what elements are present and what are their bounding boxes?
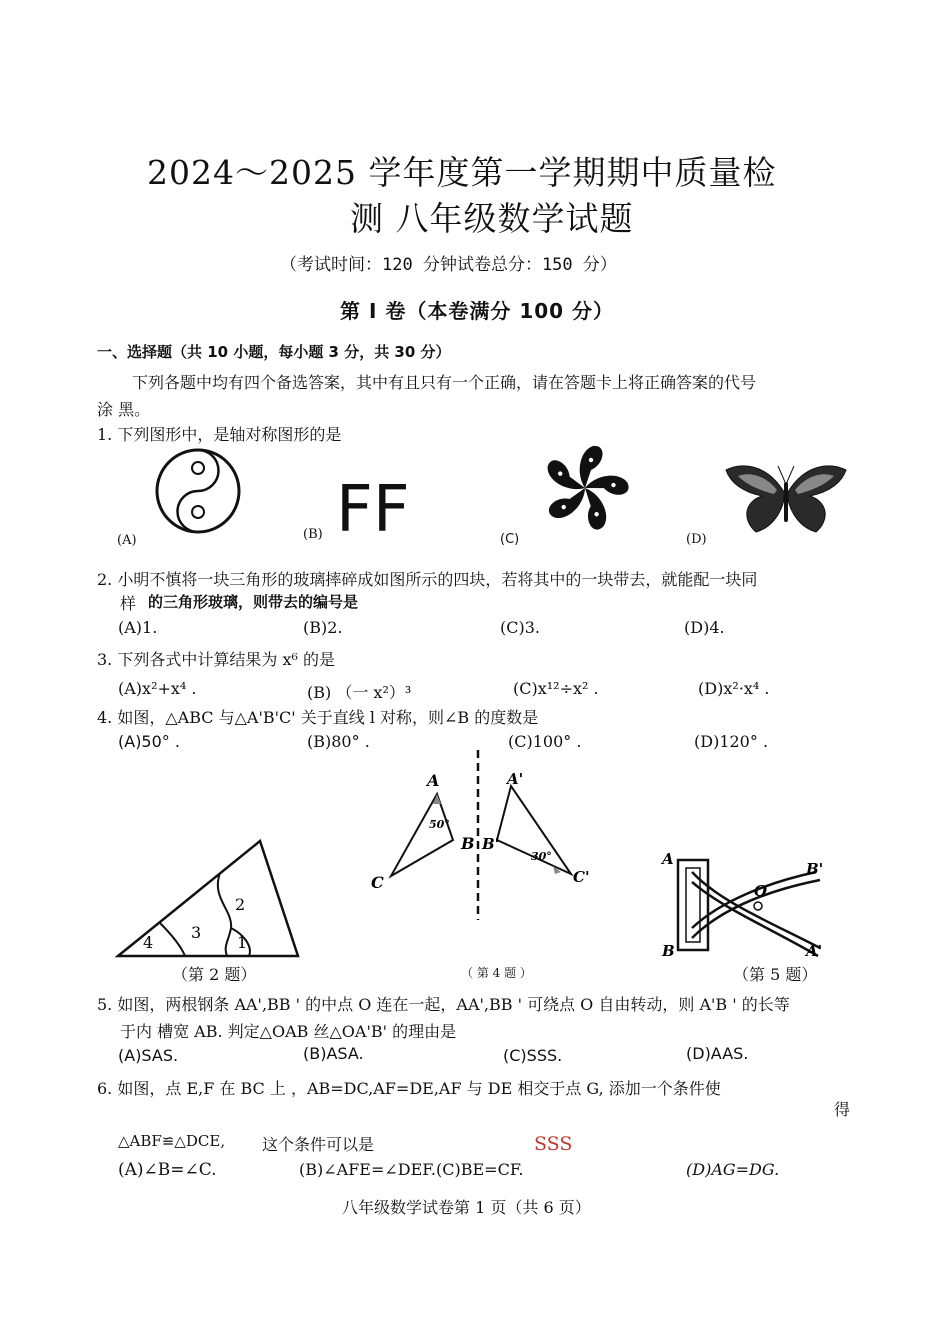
q2-option-a: (A)1.	[118, 618, 158, 637]
fig4-caption: （ 第 4 题 ）	[461, 966, 532, 980]
broken-triangle-figure	[115, 838, 305, 960]
q5-option-d: (D)AAS.	[686, 1044, 749, 1063]
vertex-c: C	[371, 873, 384, 892]
vertex-a: A	[427, 771, 440, 790]
bar-end-a: A	[662, 850, 674, 868]
q3-option-b: (B) （一 x²）³	[307, 683, 412, 702]
vertex-a-prime: A'	[507, 770, 524, 788]
q5-option-c: (C)SSS.	[503, 1046, 563, 1065]
q3-option-a: (A)x²+x⁴ .	[118, 679, 197, 698]
q4-option-a: (A)50° .	[118, 732, 180, 751]
q3-option-c: (C)x¹²÷x² .	[513, 679, 599, 698]
q1-option-b: (B)	[303, 527, 323, 542]
q2-option-c: (C)3.	[500, 618, 540, 637]
piece-label-3: 3	[191, 923, 202, 942]
q6-option-d: (D)AG=DG.	[686, 1160, 780, 1179]
q1-text: 1. 下列图形中，是轴对称图形的是	[97, 425, 342, 444]
q4-text: 4. 如图，△ABC 与△A'B'C' 关于直线 l 对称，则∠B 的度数是	[97, 708, 539, 727]
q2-text-line2b: 的三角形玻璃，则带去的编号是	[148, 593, 359, 611]
vertex-c-prime: C'	[573, 868, 590, 886]
symmetric-triangles-figure	[365, 748, 605, 920]
q5-text-line2: 于内 槽宽 AB. 判定△OAB 丝△OA'B' 的理由是	[120, 1022, 457, 1041]
q3-text: 3. 下列各式中计算结果为 x⁶ 的是	[97, 650, 335, 669]
q6-text-line2a: △ABF≌△DCE,	[118, 1132, 226, 1150]
vertex-b: B	[461, 834, 475, 853]
section-instruction-line1: 下列各题中均有四个备选答案，其中有且只有一个正确，请在答题卡上将正确答案的代号	[132, 373, 757, 392]
volume-heading: 第 I 卷（本卷满分 100 分）	[340, 299, 615, 323]
q1-option-c: (C)	[500, 532, 520, 547]
q2-option-b: (B)2.	[303, 618, 343, 637]
q6-text-line1-end: 得	[834, 1100, 851, 1119]
q2-text-line1: 2. 小明不慎将一块三角形的玻璃摔碎成如图所示的四块，若将其中的一块带去，就能配一块同	[97, 570, 758, 589]
piece-label-1: 1	[237, 933, 248, 952]
q6-text-line1: 6. 如图，点 E,F 在 BC 上 ，AB=DC,AF=DE,AF 与 DE 相交于点 G, 添加一个条件使	[97, 1079, 721, 1098]
q2-option-d: (D)4.	[684, 618, 725, 637]
fig2-caption: （第 2 题）	[172, 965, 257, 984]
pivot-o: O	[754, 882, 768, 900]
q3-option-d: (D)x²·x⁴ .	[698, 679, 770, 698]
handwritten-answer: SSS	[534, 1133, 573, 1155]
q1-option-a: (A)	[117, 533, 137, 548]
angle-30-label: 30°	[531, 850, 552, 863]
q4-option-c: (C)100° .	[508, 732, 582, 751]
butterfly-figure	[722, 462, 850, 538]
q5-text-line1: 5. 如图，两根钢条 AA',BB ' 的中点 O 连在一起，AA',BB ' 可绕点 O 自由转动，则 A'B ' 的长等	[97, 995, 790, 1014]
exam-title-line1: 2024～2025 学年度第一学期期中质量检	[147, 153, 777, 192]
q4-option-d: (D)120° .	[694, 732, 769, 751]
q1-ff-letters: FF	[336, 473, 410, 547]
bar-end-a-prime: A'	[806, 942, 823, 960]
q4-option-b: (B)80° .	[307, 732, 370, 751]
steel-bars-figure	[660, 852, 840, 964]
piece-label-2: 2	[235, 895, 246, 914]
section-heading: 一、选择题（共 10 小题，每小题 3 分，共 30 分）	[97, 343, 451, 361]
q2-text-line2a: 样	[120, 594, 137, 613]
yin-yang-figure	[155, 448, 241, 534]
exam-time-info: （考试时间：120 分钟试卷总分：150 分）	[280, 255, 617, 275]
bar-end-b-prime: B'	[806, 860, 824, 878]
q1-option-d: (D)	[686, 532, 707, 547]
bar-end-b: B	[662, 942, 675, 960]
vertex-b-prime: B'	[482, 835, 500, 853]
fig5-caption: （第 5 题）	[733, 965, 818, 984]
q5-option-a: (A)SAS.	[118, 1046, 179, 1065]
bauhinia-flower-figure	[535, 445, 635, 531]
q5-option-b: (B)ASA.	[303, 1044, 364, 1063]
q6-option-b-c: (B)∠AFE=∠DEF.(C)BE=CF.	[299, 1160, 524, 1179]
q6-option-a: (A)∠B=∠C.	[118, 1160, 217, 1180]
page-footer: 八年级数学试卷第 1 页（共 6 页）	[342, 1198, 591, 1217]
section-instruction-line2: 涂 黑。	[97, 400, 151, 419]
angle-50-label: 50°	[429, 818, 450, 831]
exam-title-line2: 测 八年级数学试题	[350, 199, 634, 238]
piece-label-4: 4	[143, 933, 154, 952]
q6-text-line2b: 这个条件可以是	[262, 1135, 375, 1154]
